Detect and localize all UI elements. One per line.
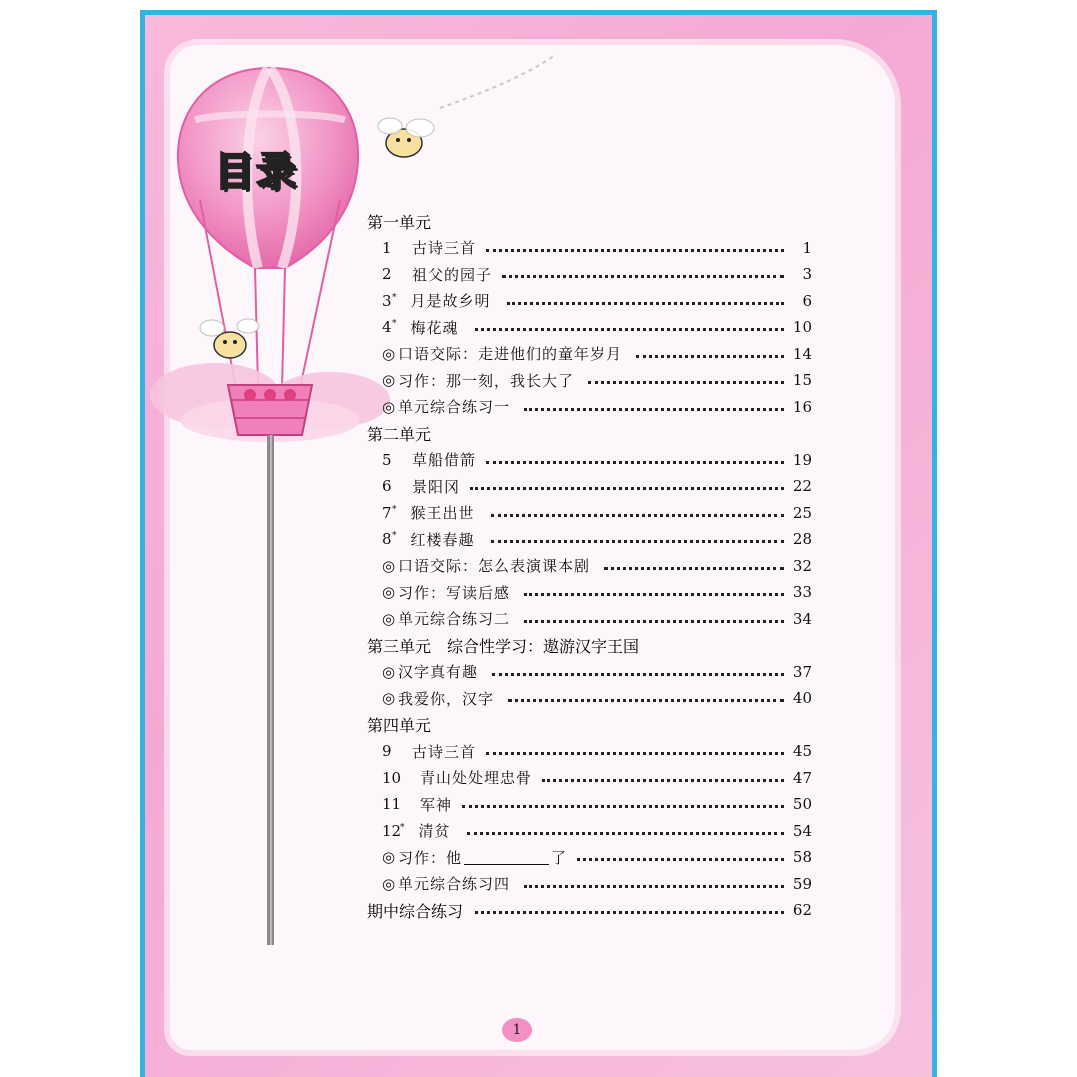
- entry-number: 8: [382, 530, 392, 548]
- toc-entry: [382, 341, 812, 367]
- entry-title: 口语交际：走进他们的童年岁月: [398, 345, 623, 363]
- toc-entry: [382, 765, 812, 791]
- toc-entry: [382, 288, 812, 314]
- entry-page: 45: [792, 742, 812, 760]
- dot-leader: [491, 514, 784, 517]
- entry-title: 梅花魂: [410, 318, 459, 337]
- entry-number: ◎: [382, 609, 396, 628]
- unit-heading: 第二单元: [367, 424, 432, 444]
- asterisk-mark: *: [400, 822, 405, 833]
- dot-leader: [636, 355, 784, 358]
- dot-leader: [491, 540, 784, 543]
- toc-entry: [382, 500, 812, 526]
- dot-leader: [486, 249, 784, 252]
- asterisk-mark: *: [392, 531, 397, 541]
- entry-number: ◎: [382, 874, 396, 893]
- toc-entry: [382, 314, 812, 340]
- entry-number: 10: [382, 768, 402, 787]
- entry-page: 50: [792, 795, 812, 813]
- entry-number: 5: [382, 450, 392, 469]
- entry-number: 2: [382, 265, 392, 283]
- dot-leader: [486, 752, 784, 755]
- dot-leader: [462, 805, 784, 808]
- dot-leader: [486, 461, 784, 464]
- toc-entry: [382, 738, 812, 764]
- dot-leader: [604, 567, 784, 570]
- toc-entry: [382, 473, 812, 499]
- page-number: 1: [502, 1018, 532, 1042]
- dot-leader: [524, 885, 784, 888]
- entry-title: 古诗三首: [412, 239, 477, 257]
- dot-leader: [475, 911, 784, 914]
- entry-page: 47: [792, 768, 812, 787]
- entry-title: 草船借箭: [412, 451, 477, 469]
- entry-title: 汉字真有趣: [398, 663, 479, 681]
- unit-heading: 第三单元 综合性学习：遨游汉字王国: [367, 636, 640, 656]
- toc-entry: [382, 818, 812, 844]
- dot-leader: [524, 593, 784, 596]
- dot-leader: [475, 328, 784, 331]
- dot-leader: [524, 408, 784, 411]
- dot-leader: [502, 275, 784, 278]
- toc-entry: [382, 659, 812, 685]
- entry-page: 6: [802, 291, 812, 310]
- entry-page: 40: [792, 689, 812, 707]
- toc-entry: [382, 606, 812, 632]
- entry-number: 11: [382, 795, 402, 813]
- toc-entry: [382, 447, 812, 473]
- toc-entry: [382, 261, 812, 287]
- entry-title: 红楼春趣: [410, 530, 475, 549]
- entry-page: 1: [802, 238, 812, 257]
- asterisk-mark: *: [392, 292, 397, 303]
- entry-title: 习作：写读后感: [398, 583, 511, 602]
- entry-title: 古诗三首: [412, 742, 477, 761]
- entry-number: ◎: [382, 556, 396, 575]
- entry-title: 习作：他: [398, 848, 463, 867]
- dot-leader: [470, 487, 784, 490]
- entry-page: 22: [792, 477, 812, 495]
- toc-entry: [382, 871, 812, 897]
- entry-title: 青山处处埋忠骨: [420, 769, 533, 787]
- entry-page: 14: [792, 344, 812, 363]
- toc-entry: [382, 685, 812, 711]
- entry-number: 3: [382, 291, 392, 310]
- entry-page: 19: [792, 450, 812, 469]
- entry-number: ◎: [382, 397, 396, 416]
- entry-number: 1: [382, 238, 392, 257]
- asterisk-mark: *: [392, 319, 397, 329]
- entry-title: 猴王出世: [410, 504, 475, 522]
- entry-title: 景阳冈: [412, 477, 461, 496]
- toc-entry: [382, 526, 812, 552]
- entry-page: 62: [792, 901, 812, 919]
- entry-number: ◎: [382, 583, 396, 601]
- entry-page: 37: [792, 662, 812, 681]
- entry-page: 28: [792, 530, 812, 548]
- fill-in-blank: [464, 850, 549, 865]
- entry-number: 6: [382, 477, 392, 495]
- toc-entry: [382, 553, 812, 579]
- entry-title: 祖父的园子: [412, 265, 493, 284]
- entry-number: ◎: [382, 662, 396, 681]
- entry-title: 月是故乡明: [410, 292, 491, 310]
- entry-title: 军神: [420, 795, 453, 814]
- dot-leader: [508, 699, 784, 702]
- entry-page: 59: [792, 874, 812, 893]
- entry-number: ◎: [382, 344, 396, 363]
- toc-entry: [382, 791, 812, 817]
- entry-title: 我爱你，汉字: [398, 689, 495, 708]
- dot-leader: [492, 673, 784, 676]
- entry-number: ◎: [382, 848, 396, 866]
- toc-entry: [382, 394, 812, 420]
- entry-title-suffix: 了: [551, 848, 568, 867]
- entry-number: 9: [382, 742, 392, 760]
- dot-leader: [542, 779, 784, 782]
- entry-number: ◎: [382, 371, 396, 389]
- page-title: 目录: [214, 149, 298, 195]
- entry-page: 25: [792, 503, 812, 522]
- dot-leader: [588, 381, 784, 384]
- dot-leader: [467, 832, 784, 835]
- entry-page: 34: [792, 609, 812, 628]
- toc-entry: [382, 844, 812, 870]
- entry-page: 3: [802, 265, 812, 283]
- entry-title: 单元综合练习四: [398, 875, 511, 893]
- entry-number: 7: [382, 503, 392, 522]
- entry-page: 54: [792, 821, 812, 840]
- entry-number: 12: [382, 821, 402, 840]
- midterm-entry: 期中综合练习: [367, 901, 464, 921]
- dot-leader: [507, 302, 784, 305]
- entry-title: 单元综合练习一: [398, 398, 511, 416]
- entry-title: 口语交际：怎么表演课本剧: [398, 557, 591, 575]
- asterisk-mark: *: [392, 504, 397, 515]
- toc-entry: [382, 235, 812, 261]
- entry-title: 清贫: [418, 822, 451, 840]
- entry-page: 58: [792, 848, 812, 866]
- unit-heading: 第一单元: [367, 212, 432, 232]
- dot-leader: [577, 858, 784, 861]
- entry-title: 单元综合练习二: [398, 610, 511, 628]
- entry-page: 16: [792, 397, 812, 416]
- entry-number: ◎: [382, 689, 396, 707]
- entry-page: 15: [792, 371, 812, 389]
- entry-page: 33: [792, 583, 812, 601]
- entry-page: 32: [792, 556, 812, 575]
- unit-heading: 第四单元: [367, 716, 432, 735]
- dot-leader: [524, 620, 784, 623]
- entry-page: 10: [792, 318, 812, 336]
- entry-number: 4: [382, 318, 392, 336]
- toc-entry: [382, 579, 812, 605]
- entry-title: 习作：那一刻，我长大了: [398, 371, 575, 390]
- toc-entry: [382, 367, 812, 393]
